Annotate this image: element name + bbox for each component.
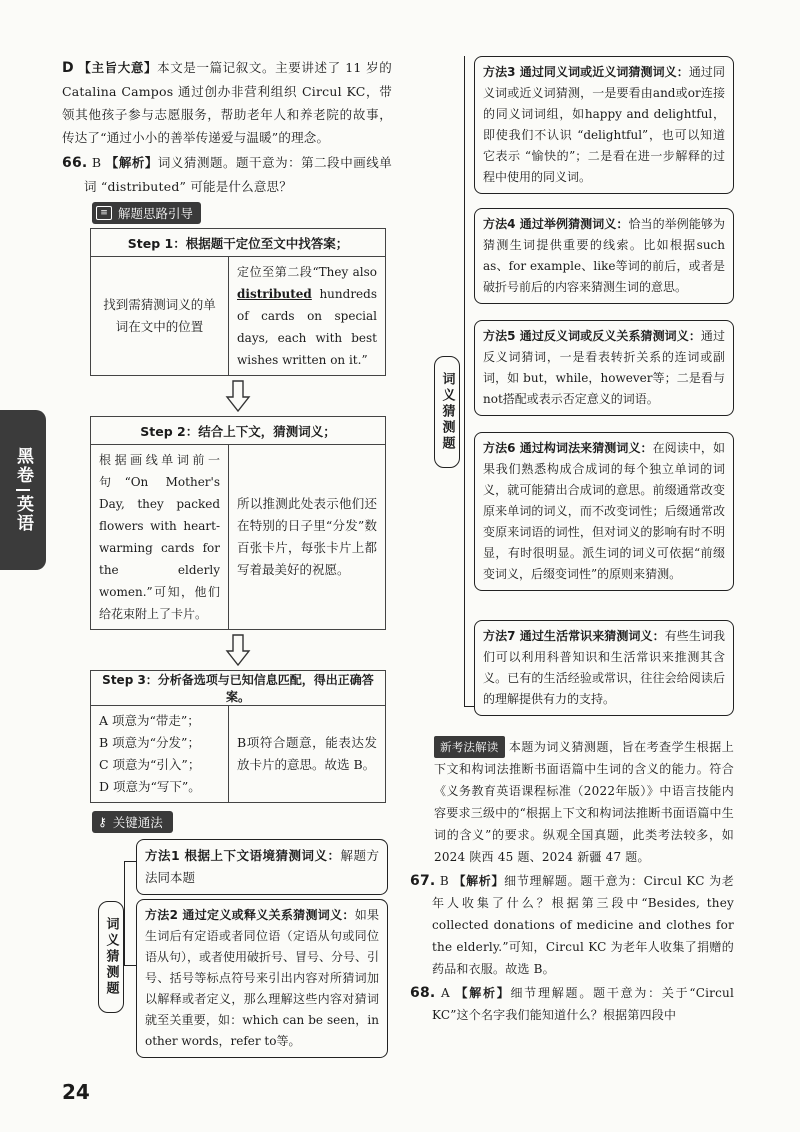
new-exam-text: 本题为词义猜测题，旨在考查学生根据上下文和构词法推断书面语篇中生词的含义的能力。符合《义务教育英语课程标准（2022年版）》中语言技能内容要求三级中的“根据上下文和构词法推断书面语篇中生词的含义”的要求。纵观全国真题，此类考法较多，如 2024 陕西 45 题、2024 新疆 47 题。	[434, 740, 734, 864]
guide-icon: ≡	[96, 206, 112, 220]
down-arrow-icon	[225, 379, 251, 413]
down-arrow-2	[90, 630, 386, 670]
bracket-tick	[124, 861, 136, 862]
method-3-title: 方法3 通过同义词或近义词猜测词义：	[483, 65, 689, 79]
method-1-title: 方法1 根据上下文语境猜测词义：	[145, 848, 341, 863]
method-1-box	[136, 839, 388, 895]
methods-label-left: 词义猜测题	[98, 901, 124, 1013]
down-arrow-icon	[225, 633, 251, 667]
step1-right-post: hundreds of cards on special days, each with best wishes written on it.”	[237, 287, 377, 367]
method-6-body: 在阅读中，如果我们熟悉构成合成词的每个独立单词的词义，就可能猜出合成词的意思。前缀通常改变原来单词的词义，而不改变词性；后缀通常改变原来词语的词性，但对词义的影响有时不明显，有时很明显。派生词的词义可依据“前缀变词义，后缀变词性”的原则来猜测。	[483, 441, 725, 581]
q68-tag: 【解析】	[455, 986, 511, 1000]
step1-underlined-word: distributed	[237, 287, 312, 301]
method-2-title: 方法2 通过定义或释义关系猜测词义：	[145, 908, 355, 922]
method-4-title: 方法4 通过举例猜测词义：	[483, 217, 629, 231]
q67-tag: 【解析】	[453, 874, 505, 888]
q66-number: 66.	[62, 155, 88, 171]
new-exam-tag: 新考法解读	[434, 736, 505, 758]
methods-right-group	[434, 56, 734, 716]
q67-number: 67.	[410, 873, 436, 889]
q67-answer: B	[439, 874, 449, 888]
step2-right: 所以推测此处表示他们还在特别的日子里“分发”数百张卡片，每张卡片上都写着最美好的祝愿。	[229, 445, 386, 630]
method-1-body: 解题方法同本题	[145, 848, 379, 885]
down-arrow-1	[90, 376, 386, 416]
method-3-box	[474, 56, 734, 194]
methods-bracket-right	[464, 56, 465, 706]
step1-right-pre: 定位至第二段“They also	[237, 265, 377, 279]
step2-left: 根据画线单词前一句“On Mother's Day, they packed flowers with heart-warming cards for the elderly women.”可知，他们给花束附上了卡片。	[91, 445, 229, 630]
method-5-body: 通过反义词猜词，一是看表转折关系的连词或副词，如 but，while，however等；二是看与not搭配或表示否定意义的词语。	[483, 329, 725, 406]
step3-header: Step 3：分析备选项与已知信息匹配，得出正确答案。	[91, 671, 386, 706]
method-5-title: 方法5 通过反义词或反义关系猜测词义：	[483, 329, 701, 343]
key-method-banner	[92, 811, 173, 833]
right-column	[410, 56, 734, 1026]
methods-label-right: 词义猜测题	[434, 356, 460, 468]
method-5-box	[474, 320, 734, 416]
q66-paragraph	[62, 151, 392, 198]
q66-answer: B	[91, 155, 102, 170]
q68-paragraph	[410, 982, 734, 1026]
main-idea-title: 【主旨大意】	[78, 60, 158, 75]
q67-text: 细节理解题。题干意为：Circul KC 为老年人收集了什么？根据第三段中“Besides, they collected donations of medicine and clothes for the elderly.”可知，Circul KC 为老年人收集了捐赠的药品和衣服。故选 B。	[432, 874, 734, 976]
method-3-body: 通过同义词或近义词猜测，一是要看由and或or连接的同义词词组，如happy and delightful，即使我们不认识 “delightful”，也可以知道它表示 “愉快的”；二是看在进一步解释的过程中使用的同义词。	[483, 65, 725, 184]
q68-answer: A	[440, 986, 450, 1000]
step3-option-d: D 项意为“写下”。	[99, 779, 201, 794]
main-idea-text: 本文是一篇记叙文。主要讲述了 11 岁的 Catalina Campos 通过创办非营利组织 Circul KC，带领其他孩子参与志愿服务，帮助老年人和养老院的故事，传达了“通过小小的善举传递爱与温暖”的理念。	[62, 60, 392, 145]
q67-paragraph	[410, 870, 734, 980]
method-2-body: 如果生词后有定语或者同位语（定语从句或同位语从句），或者使用破折号、冒号、分号、引号、括号等标点符号来引出内容对所猜词加以解释或者定义，那么理解这些内容对猜词就至关重要，如：which can be seen，in other words，refer to等。	[145, 908, 380, 1048]
step1-right	[229, 257, 386, 376]
methods-bracket-left	[124, 861, 125, 965]
step2-table	[90, 416, 386, 630]
analysis-guide-label: 解题思路引导	[118, 206, 194, 221]
method-7-box	[474, 620, 734, 716]
method-6-title: 方法6 通过构词法来猜测词义：	[483, 441, 653, 455]
method-4-box	[474, 208, 734, 304]
q68-text: 细节理解题。题干意为：关于“Circul KC”这个名字我们能知道什么？根据第四段中	[432, 986, 734, 1022]
step3-option-a: A 项意为“带走”；	[99, 713, 200, 728]
step1-header: Step 1：根据题干定位至文中找答案；	[91, 229, 386, 257]
side-category-tab	[0, 410, 46, 570]
step3-table	[90, 670, 386, 803]
q66-tag: 【解析】	[105, 155, 158, 170]
step1-left: 找到需猜测词义的单词在文中的位置	[91, 257, 229, 376]
method-2-box	[136, 899, 388, 1058]
q68-number: 68.	[410, 985, 436, 1001]
key-method-label: 关键通法	[112, 815, 163, 830]
method-6-box	[474, 432, 734, 591]
main-idea-paragraph	[62, 56, 392, 149]
side-tab-line1: 黑卷	[13, 447, 33, 485]
q66-text: 词义猜测题。题干意为：第二段中画线单词 “distributed” 可能是什么意思？	[84, 155, 392, 194]
step2-header: Step 2：结合上下文，猜测词义；	[91, 417, 386, 445]
new-exam-paragraph	[434, 736, 734, 868]
step1-table	[90, 228, 386, 376]
step3-right: B项符合题意，能表达发放卡片的意思。故选 B。	[229, 706, 386, 803]
step3-option-b: B 项意为“分发”；	[99, 735, 200, 750]
step3-options	[91, 706, 229, 803]
method-7-body: 有些生词我们可以利用科普知识和生活常识来推测其含义。已有的生活经验或常识，往往会给阅读后的理解提供有力的支持。	[483, 629, 725, 706]
key-icon: ⚷	[98, 815, 107, 829]
page-number: 24	[62, 1080, 90, 1104]
bracket-tick	[124, 965, 136, 966]
side-tab-line2: 英语	[13, 495, 33, 533]
main-idea-label: D	[62, 60, 74, 76]
side-tab-divider	[16, 489, 30, 491]
methods-left-group	[62, 839, 392, 1071]
method-4-body: 恰当的举例能够为猜测生词提供重要的线索。比如根据such as、for example、like等词的前后，或者是破折号前后的内容来猜测生词的意思。	[483, 217, 725, 294]
left-column	[62, 56, 392, 1071]
method-7-title: 方法7 通过生活常识来猜测词义：	[483, 629, 665, 643]
analysis-guide-banner	[92, 202, 201, 224]
step3-option-c: C 项意为“引入”；	[99, 757, 201, 772]
